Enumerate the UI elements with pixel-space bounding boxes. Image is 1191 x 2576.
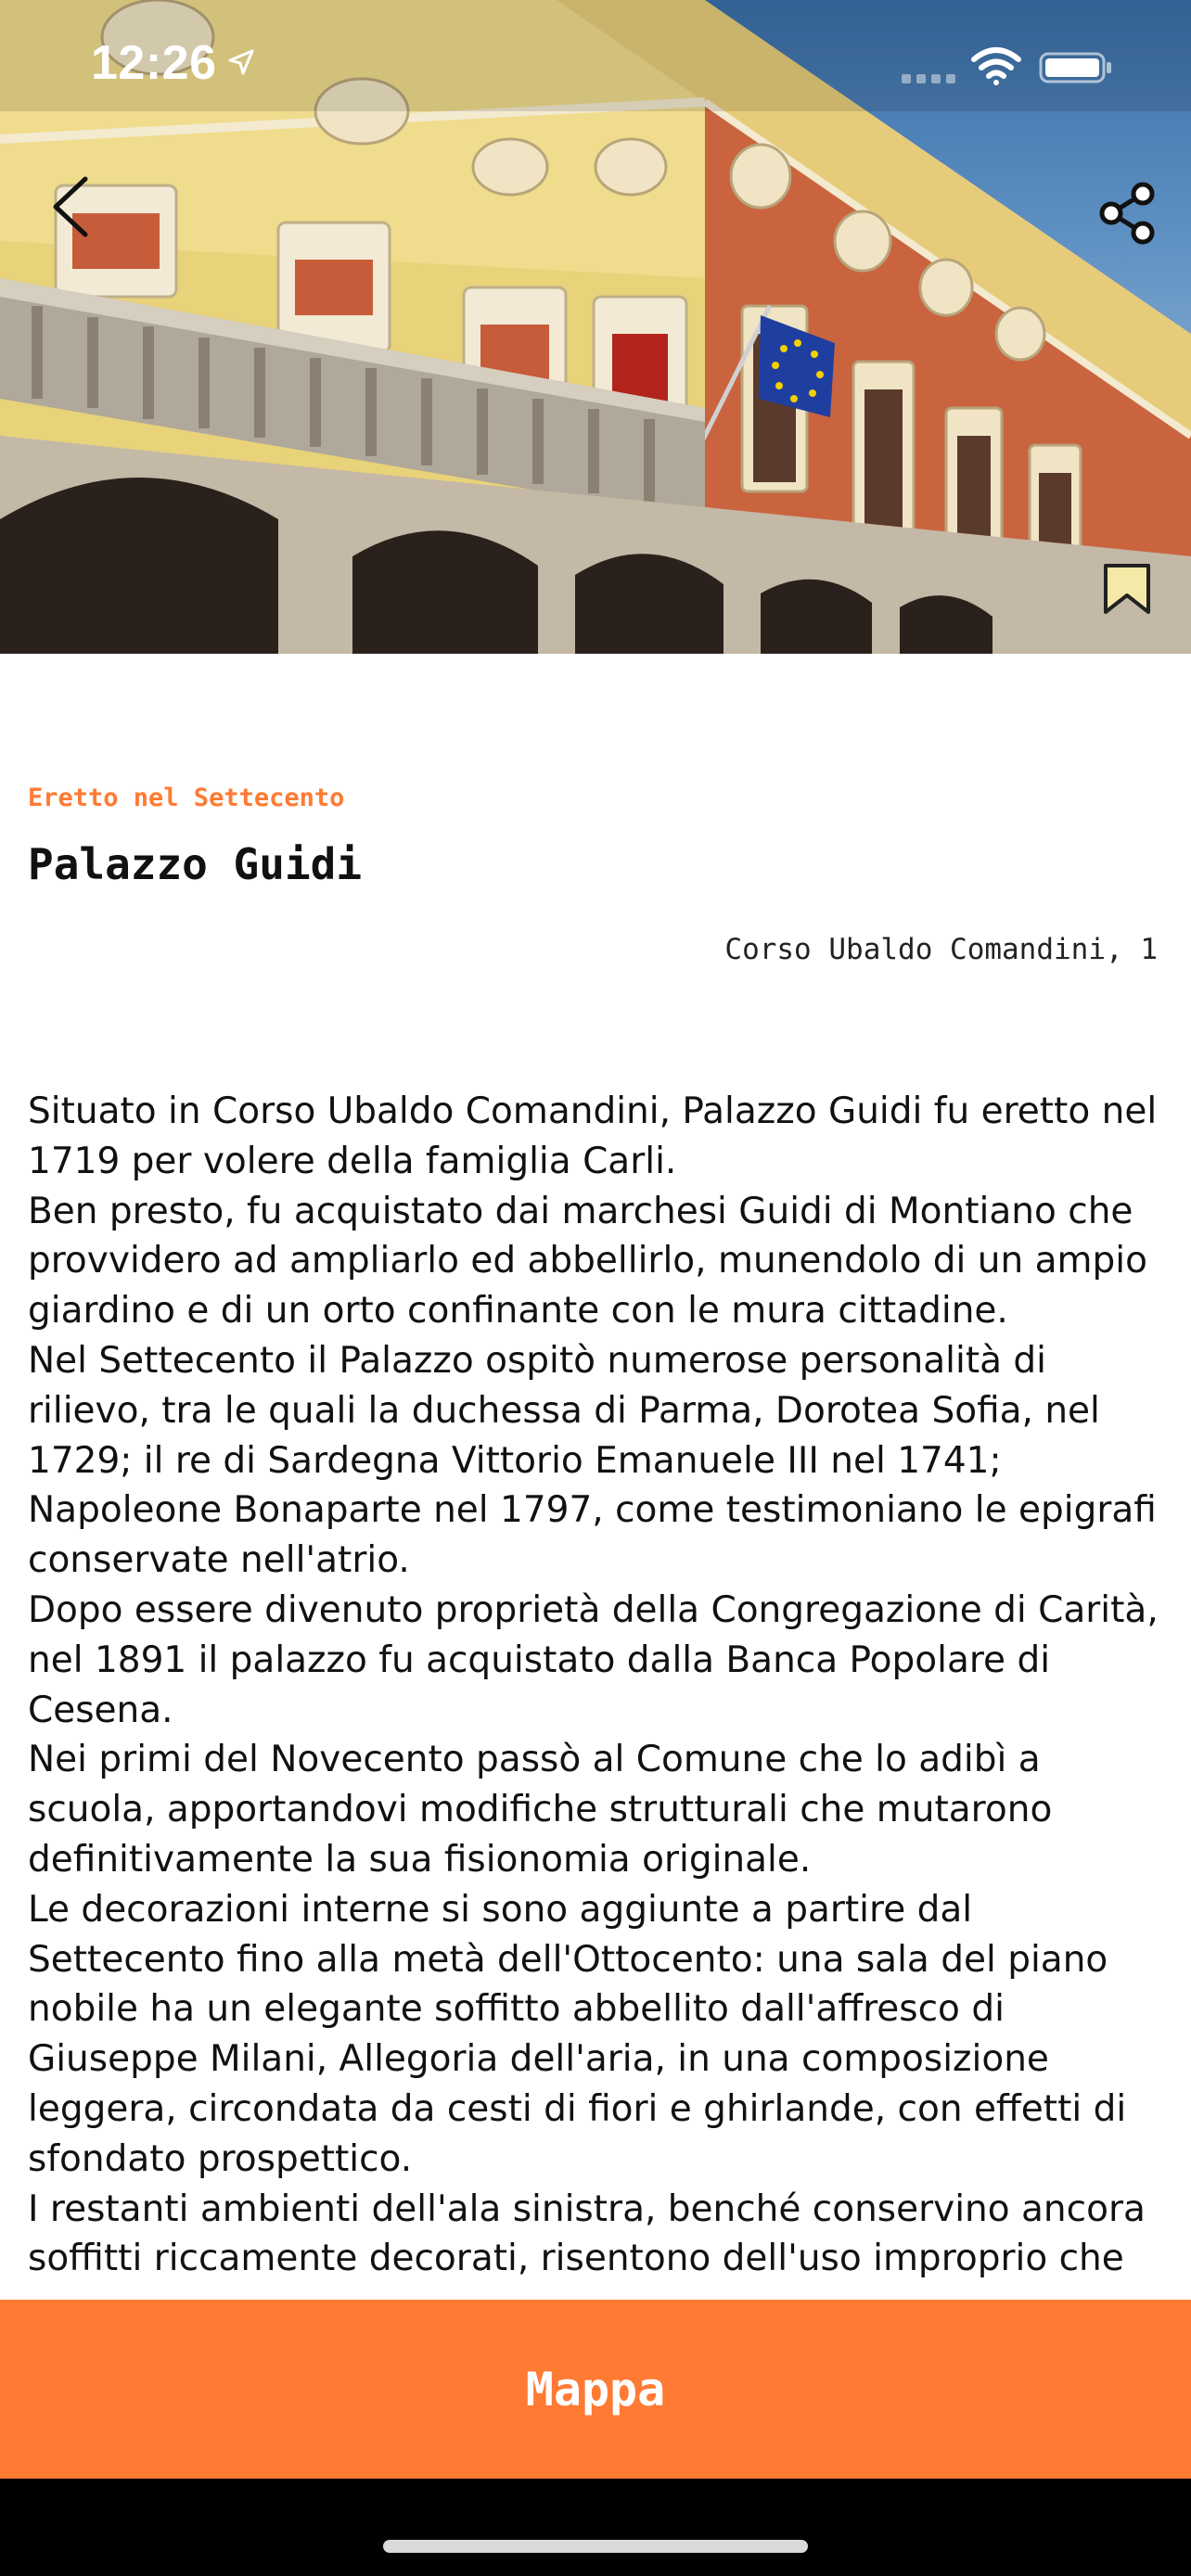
- description-paragraph: I restanti ambienti dell'ala sinistra, benché conservino ancora soffitti riccamente decorati, risentono dell'uso improprio che: [28, 2187, 1146, 2280]
- battery-icon: [1039, 52, 1113, 83]
- back-chevron-icon: [48, 174, 95, 239]
- description-paragraph: Dopo essere divenuto proprietà della Congregazione di Carità, nel 1891 il palazzo fu acquistato dalla Banca Popolare di Cesena.: [28, 1588, 1159, 1731]
- place-address: Corso Ubaldo Comandini, 1: [724, 933, 1158, 966]
- bookmark-button[interactable]: [1102, 562, 1152, 616]
- cellular-signal-icon: [902, 69, 957, 83]
- back-button[interactable]: [48, 174, 95, 239]
- home-indicator-area: [0, 2479, 1191, 2576]
- description-paragraph: Le decorazioni interne si sono aggiunte a partire dal Settecento fino alla metà dell'Ottocento: una sala del piano nobile ha un elegante soffitto abbellito dall'affresco di Giuseppe Milani, Allegoria dell'aria, in una composizione leggera, circondata da cesti di fiori e ghirlande, con effetti di sfondato prospettico.: [28, 1888, 1127, 2180]
- description-paragraph: Nei primi del Novecento passò al Comune che lo adibì a scuola, apportandovi modifiche strutturali che mutarono definitivamente la sua fisionomia originale.: [28, 1739, 1053, 1881]
- wifi-icon: [970, 46, 1022, 85]
- description-paragraph: Ben presto, fu acquistato dai marchesi Guidi di Montiano che provvidero ad ampliarlo ed abbellirlo, munendolo di un ampio giardino e di un orto confinante con le mura cittadine.: [28, 1190, 1147, 1333]
- description-paragraph: Nel Settecento il Palazzo ospitò numerose personalità di rilievo, tra le quali la duchessa di Parma, Dorotea Sofia, nel 1729; il re di Sardegna Vittorio Emanuele III nel 1741; Napoleone Bonaparte nel 1797, come testimoniano le epigrafi conservate nell'atrio.: [28, 1339, 1157, 1582]
- share-icon: [1095, 181, 1159, 246]
- share-button[interactable]: [1095, 181, 1159, 246]
- location-arrow-icon: [227, 48, 255, 76]
- place-subtitle: Eretto nel Settecento: [28, 784, 345, 812]
- place-description: [28, 1087, 1169, 2300]
- description-paragraph: Situato in Corso Ubaldo Comandini, Palazzo Guidi fu eretto nel 1719 per volere della famiglia Carli.: [28, 1090, 1158, 1182]
- place-title: Palazzo Guidi: [28, 839, 363, 889]
- status-time: 12:26: [91, 36, 217, 90]
- bookmark-icon: [1102, 562, 1152, 616]
- map-button[interactable]: Mappa: [0, 2300, 1191, 2479]
- status-bar: [0, 0, 1191, 130]
- home-indicator[interactable]: [383, 2540, 808, 2553]
